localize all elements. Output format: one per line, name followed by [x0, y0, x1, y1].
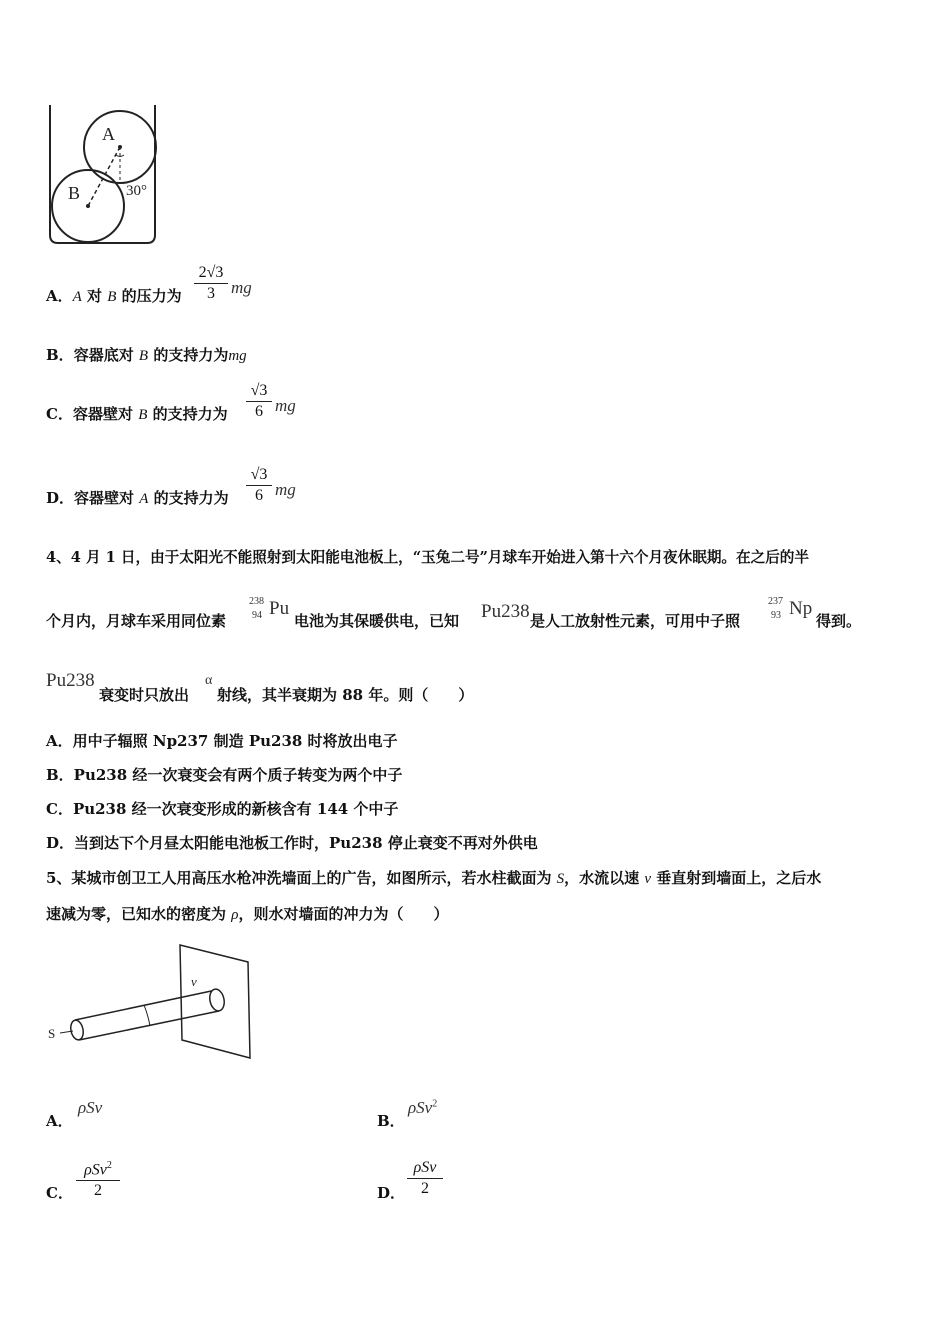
q4-option-b: B．Pu238 经一次衰变会有两个质子转变为两个中子: [46, 766, 403, 784]
q3-option-c: C．容器壁对 B 的支持力为: [46, 405, 228, 423]
angle-label: 30°: [126, 183, 147, 199]
q3-option-c-fraction: √3 6: [246, 382, 272, 421]
q5-option-a-expr: ρSv: [78, 1098, 103, 1117]
q5-option-a-letter: A．: [46, 1112, 73, 1130]
q3-option-d-fraction: √3 6: [246, 466, 272, 505]
fig-v-label: v: [191, 974, 197, 989]
q5-option-c-letter: C．: [46, 1184, 73, 1202]
pu-isotope-symbol: 238 94 Pu: [249, 596, 290, 621]
q4-stem-line3-b: 射线，其半衰期为 88 年。则（ ）: [217, 686, 474, 704]
q4-option-c: C．Pu238 经一次衰变形成的新核含有 144 个中子: [46, 800, 399, 818]
q5-option-b-letter: B．: [377, 1112, 405, 1130]
q5-option-c-fraction: ρSv$^2$ 2: [76, 1157, 120, 1200]
np-isotope-symbol: 237 93 Np: [768, 596, 813, 621]
label-a: A: [102, 124, 115, 144]
q3-option-a-unit: mg: [231, 278, 252, 297]
q4-stem-line3-a: 衰变时只放出: [99, 686, 190, 704]
q3-option-a: A．A 对 B 的压力为: [46, 287, 182, 305]
q4-stem-line1: 4、4 月 1 日，由于太阳光不能照射到太阳能电池板上，“玉兔二号”月球车开始进入第十六个月夜休眠期。在之后的半: [46, 549, 809, 566]
q3-option-c-unit: mg: [275, 396, 296, 415]
pu238-line3: Pu238: [46, 670, 95, 691]
q4-option-d: D．当到达下个月昼太阳能电池板工作时，Pu238 停止衰变不再对外供电: [46, 834, 538, 852]
q3-option-a-fraction: 2√3 3: [194, 264, 228, 303]
water-jet-figure: [44, 940, 264, 1065]
two-balls-container-figure: [40, 95, 170, 255]
center-line: [88, 147, 120, 206]
q5-option-d-fraction: ρSv 2: [407, 1159, 443, 1198]
fig-s-label: S: [48, 1026, 56, 1041]
label-b: B: [68, 183, 81, 203]
q5-stem-line1: 5、某城市创卫工人用高压水枪冲洗墙面上的广告，如图所示，若水柱截面为 S，水流以速 v 垂直射到墙面上，之后水: [46, 869, 822, 887]
alpha-symbol: α: [205, 673, 213, 688]
q3-option-b: B．容器底对 B 的支持力为mg: [46, 346, 247, 364]
q4-stem-line2-c: 是人工放射性元素，可用中子照: [530, 612, 741, 630]
q5-option-d-letter: D．: [377, 1184, 406, 1202]
cross-section-mark: [144, 1005, 150, 1026]
q4-stem-line2-d: 得到。: [816, 612, 862, 630]
jet-end-ellipse: [69, 1019, 85, 1041]
q5-stem-line2: 速减为零，已知水的密度为 ρ，则水对墙面的冲力为（ ）: [46, 905, 449, 923]
q3-option-d-unit: mg: [275, 480, 296, 499]
q3-option-d: D．容器壁对 A 的支持力为: [46, 489, 229, 507]
q4-stem-line2-a: 个月内，月球车采用同位素: [46, 612, 227, 630]
q5-option-b-expr: ρSv$^2$: [408, 1098, 438, 1117]
q4-option-a: A．用中子辐照 Np237 制造 Pu238 时将放出电子: [46, 732, 398, 750]
pu238-inline: Pu238: [481, 601, 530, 622]
q4-stem-line2-b: 电池为其保暖供电，已知: [294, 612, 460, 630]
